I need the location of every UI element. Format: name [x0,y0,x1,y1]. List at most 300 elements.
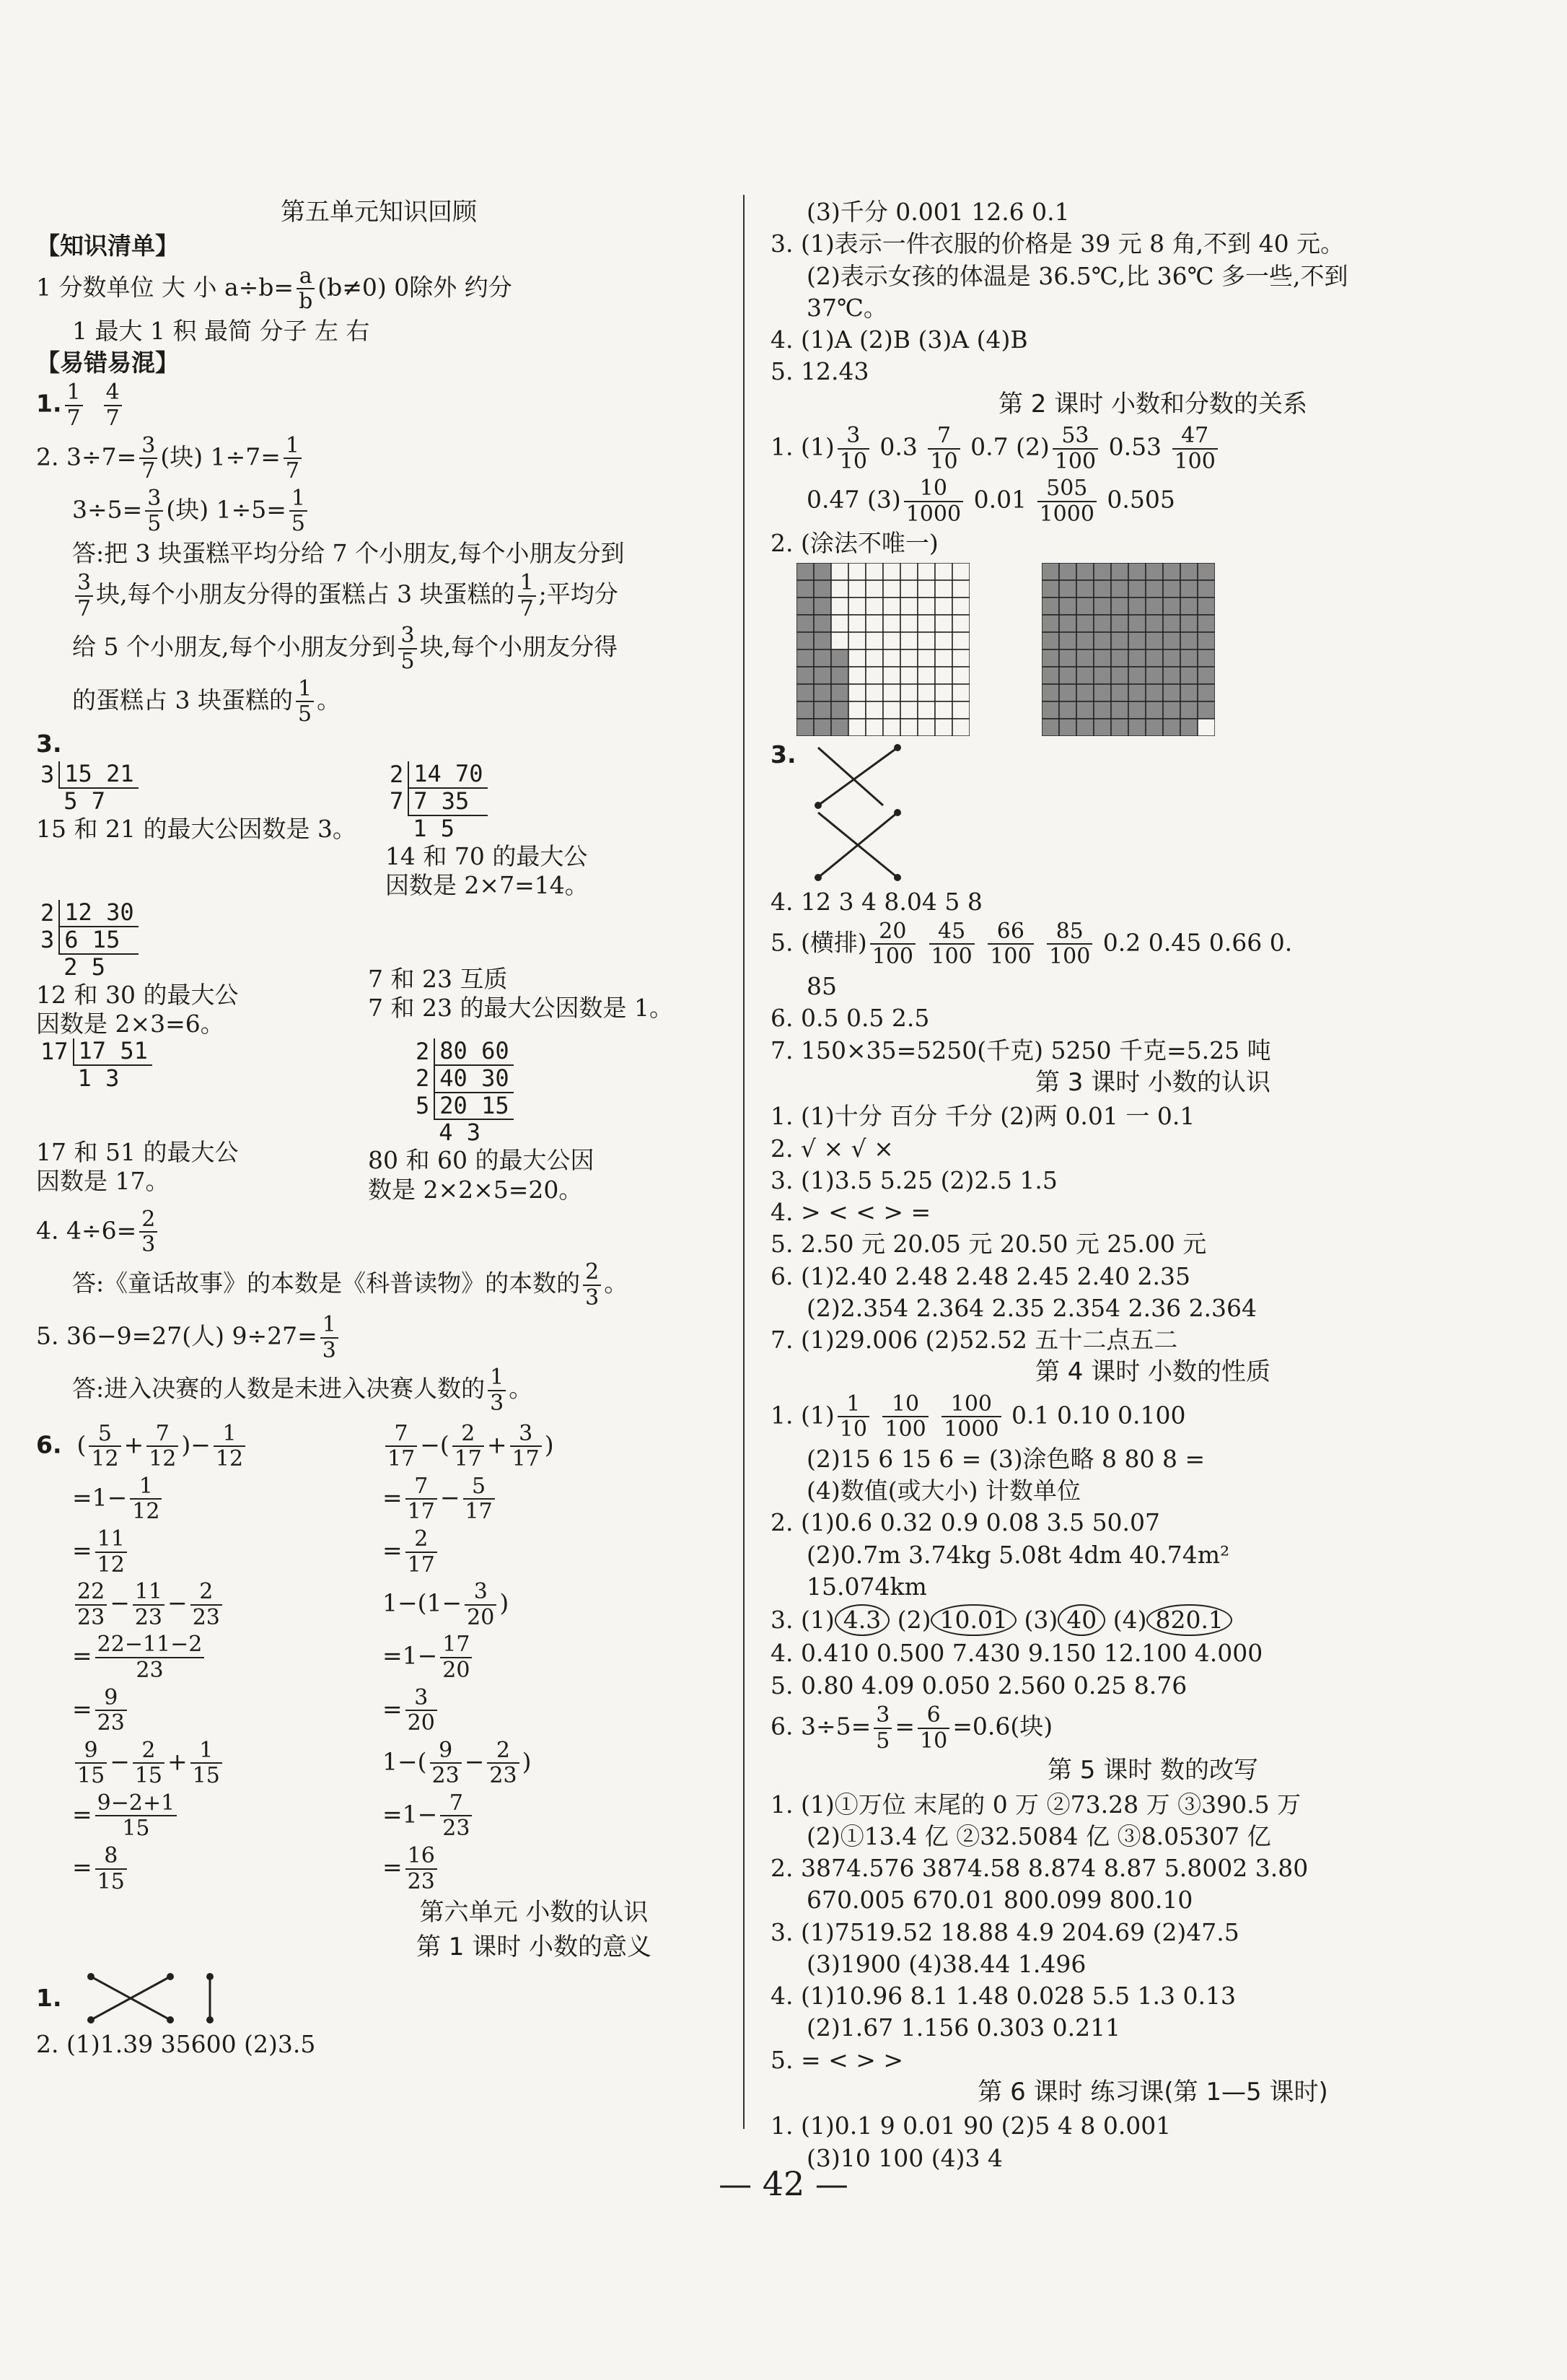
lesson2-heading: 第 2 课时 小数和分数的关系 [998,389,1308,419]
grid-cell [796,598,814,615]
numerator: 85 [1047,919,1092,945]
numerator: 22 [75,1580,107,1606]
grid-cell [866,580,883,598]
denominator: 1000 [1039,501,1094,527]
q2-answer-3: 给 5 个小朋友,每个小朋友分到 $\frac{3}{5}$ 块,每个小朋友分得 [72,623,618,674]
grid-cell [1059,667,1076,684]
denominator: 100 [1049,944,1091,970]
grid-cell [1042,667,1059,684]
grid-cell [1180,563,1198,580]
numerator: 7 [928,424,960,450]
k4-q5: 5. 0.80 4.09 0.050 2.560 0.25 8.76 [771,1671,1188,1699]
numerator: 100 [941,1392,1001,1418]
grid-cell [1042,701,1059,719]
fraction [452,1422,484,1471]
grid-cell [918,684,935,701]
numerator: 45 [929,919,975,945]
fraction [405,1686,437,1736]
q2-line-2: 3÷5= $\frac{3}{5}$ (块) 1÷5= $\frac{1}{5}$ [36,486,721,536]
r-line-5: 4. (1)A (2)B (3)A (4)B [771,325,1028,354]
grid-cell [866,632,883,649]
fraction [146,1422,178,1471]
grid-cell [900,684,918,701]
q3-text-c: 12 和 30 的最大公 [36,980,239,1009]
numerator: 3 [75,571,93,597]
k2-q2-grids [771,563,1535,736]
numerator: 9 [430,1738,462,1764]
short-division: 2 12 30 3 6 15 2 5 [36,900,139,980]
numerator: 7 [146,1422,178,1448]
k4-q1-d: (4)数值(或大小) 计数单位 [807,1476,1081,1505]
numerator: 66 [988,919,1033,945]
r-line-3: (2)表示女孩的体温是 36.5℃,比 36℃ 多一些,不到 [807,261,1348,290]
q2-answer-4: 的蛋糕占 3 块蛋糕的 $\frac{1}{5}$ 。 [72,675,341,727]
grid-cell [883,598,900,615]
grid-cell [1146,701,1163,719]
match-dot [87,1973,95,1980]
numerator: 4 [104,380,122,406]
denominator: 10 [839,448,867,474]
denominator: 5 [297,701,312,727]
numerator: 11 [95,1527,127,1553]
grid-cell [918,563,935,580]
fraction [838,1392,869,1442]
grid-cell [900,649,918,667]
grid-cell [1094,615,1111,632]
q2-line-1: 2. 3÷7= $\frac{3}{7}$ (块) 1÷7= $\frac{1}{7}$ [36,434,721,484]
fraction [65,380,83,430]
k4-q6: 6. 3÷5= $\frac{3}{5}$ = $\frac{6}{10}$ =0.6(块) [771,1702,1053,1754]
denominator: 23 [489,1763,517,1789]
grid-cell [1076,615,1094,632]
grid-cell [848,667,866,684]
denominator: 23 [192,1604,220,1630]
numerator: 2 [190,1580,222,1606]
grid-cell [952,615,970,632]
r-line-2: 3. (1)表示一件衣服的价格是 39 元 8 角,不到 40 元。 [771,229,1345,258]
grid-cell [814,598,831,615]
q3-text-b2: 因数是 2×7=14。 [385,870,589,899]
grid-cell [1111,632,1128,649]
fraction [918,1703,949,1753]
page-number: — 42 — [719,2164,848,2203]
grid-cell [1146,667,1163,684]
grid-cell [831,701,848,719]
k5-q2-b: 670.005 670.01 800.099 800.10 [807,1886,1193,1915]
grid-cell [796,580,814,598]
q3-text-e2: 因数是 17。 [36,1166,170,1195]
grid-cell [1198,563,1215,580]
k2-q5-b: 85 [807,972,837,1001]
numerator: 8 [95,1844,127,1870]
grid-cell [814,684,831,701]
grid-cell [952,701,970,719]
grid-cell [1076,580,1094,598]
denominator: 23 [134,1604,163,1630]
grid-cell [952,632,970,649]
denominator: 10 [920,1728,948,1754]
grid-cell [1094,649,1111,667]
k2-q6: 6. 0.5 0.5 2.5 [771,1004,930,1033]
grid-cell [1146,598,1163,615]
grid-cell [796,667,814,684]
numerator: 3 [405,1686,437,1712]
grid-cell [1042,719,1059,736]
numerator: 1 [130,1474,162,1500]
grid-cell [1163,701,1180,719]
grid-cell [1180,580,1198,598]
denominator: 7 [285,458,299,484]
unit6-heading: 第六单元 小数的认识 [419,1898,649,1928]
grid-cell [866,598,883,615]
grid-cell [1128,580,1146,598]
denominator: 10 [839,1417,867,1443]
grid-cell [1076,684,1094,701]
fraction [882,1392,928,1442]
fraction [430,1738,462,1788]
numerator: 1 [284,434,302,460]
unit5-review-heading: 第五单元知识回顾 [281,198,477,227]
grid-cell [1042,632,1059,649]
grid-cell [1042,598,1059,615]
k4-q1: 1. (1) $\frac{1}{10}$ $\frac{10}{100}$ $\frac{100}{1000}$ 0.1 0.10 0.100 [771,1391,1186,1443]
grid-cell [1163,667,1180,684]
k4-q2-c: 15.074km [807,1572,927,1601]
q3-item-d [368,900,673,1023]
grid-cell [1146,563,1163,580]
grid-cell [883,615,900,632]
grid-cell [1163,580,1180,598]
denominator: 17 [465,1499,493,1525]
numerator: 7 [385,1422,417,1448]
grid-cell [1111,598,1128,615]
r-line-4: 37℃。 [807,293,887,322]
denominator: 17 [454,1446,482,1472]
grid-cell [1180,632,1198,649]
grid-cell [796,563,814,580]
grid-cell [1180,615,1198,632]
grid-cell [900,632,918,649]
q2-answer-2: $\frac{3}{7}$ 块,每个小朋友分得的蛋糕占 3 块蛋糕的 $\frac{1}{7}$ ;平均分 [36,571,721,621]
denominator: 100 [885,1417,926,1443]
fraction [297,264,315,314]
denominator: 1000 [944,1417,999,1443]
q6-calculations [36,1419,721,1967]
k3-q6-b: (2)2.354 2.364 2.35 2.354 2.36 2.364 [807,1293,1257,1322]
grid-cell [1163,563,1180,580]
grid-cell [1198,632,1215,649]
fraction [385,1422,417,1471]
fraction [139,1207,157,1257]
grid-cell [1094,598,1111,615]
grid-cell [1111,667,1128,684]
grid-cell [952,598,970,615]
grid-cell [1163,615,1180,632]
grid-cell [831,667,848,684]
fraction [130,1474,162,1524]
numerator: 3 [465,1580,496,1606]
grid-cell [831,684,848,701]
circled-answer: 820.1 [1146,1604,1232,1636]
grid-cell [1180,684,1198,701]
right-column [771,195,1535,2176]
grid-cell [900,563,918,580]
k4-q2-b: (2)0.7m 3.74kg 5.08t 4dm 40.74m² [807,1540,1230,1569]
grid-cell [848,598,866,615]
q6-left: 6. ( $\frac{5}{12}$ + $\frac{7}{12}$ )− $\frac{1}{12}$ =1− $\frac{1}{12}$ = $\frac{11}{12}$ $\frac{22}{23}$ − $\frac{11}{23}$ − $\frac{2}{23}$ = $\frac{22-11-2}{23}$ = $\frac{9}{23}$ $\frac{9}{15}$ − $\frac{2}{15}$ + $\frac{1}{15}$ = $\frac{9-2+1}{15}$ = $\frac{8}{15}$ [36,1419,368,1897]
numerator: 1 [488,1365,506,1391]
grid-cell [1198,684,1215,701]
matching-lines [76,1969,221,2027]
numerator: 53 [1053,424,1098,450]
denominator: 15 [122,1816,150,1842]
q3-text-d: 7 和 23 互质 [368,965,508,994]
denominator: 20 [467,1604,495,1630]
grid-cell [900,615,918,632]
grid-cell [1198,649,1215,667]
match-dot [815,874,822,881]
grid-cell [1198,719,1215,736]
grid-cell [1146,580,1163,598]
grid-cell [1146,684,1163,701]
grid-cell [1111,701,1128,719]
k2-q1-b: 0.47 (3) $\frac{10}{1000}$ 0.01 $\frac{505}{1000}$ 0.505 [807,476,1175,527]
k2-q2: 2. (涂法不唯一) [771,529,939,558]
grid-cell [918,580,935,598]
fraction [870,919,916,969]
fraction [518,571,536,621]
grid-cell [831,719,848,736]
denominator: 17 [407,1552,435,1578]
q3-text-b: 14 和 70 的最大公 [385,841,588,870]
k5-q1-b: (2)①13.4 亿 ②32.5084 亿 ③8.05307 亿 [807,1821,1271,1850]
grid-cell [1059,701,1076,719]
match-line [818,748,883,805]
lesson1-heading: 第 1 课时 小数的意义 [416,1932,652,1961]
k4-q1-c: (2)15 6 15 6 = (3)涂色略 8 80 8 = [807,1444,1206,1473]
grid-cell [1128,701,1146,719]
denominator: 7 [105,406,120,431]
denominator: 20 [407,1710,435,1736]
hundred-grid-right [1042,563,1215,736]
numerator: 3 [838,424,869,450]
fraction [440,1632,472,1682]
numerator: 1 [190,1738,222,1764]
denominator: 5 [147,511,162,537]
grid-cell [918,598,935,615]
fraction [838,424,869,473]
q3-item-b [385,761,688,900]
grid-cell [935,598,952,615]
fraction [139,434,157,484]
denominator: 15 [77,1763,105,1789]
grid-cell [935,701,952,719]
grid-cell [1180,719,1198,736]
r-line-1: (3)千分 0.001 12.6 0.1 [807,198,1070,226]
numerator: 3 [398,624,416,649]
numerator: 47 [1172,424,1218,450]
grid-cell [831,580,848,598]
grid-cell [883,701,900,719]
match-dot [167,1973,174,1980]
grid-cell [952,563,970,580]
k2-q1: 1. (1) $\frac{3}{10}$ 0.3 $\frac{7}{10}$ 0.7 (2) $\frac{53}{100}$ 0.53 $\frac{47}{100}$ [771,424,1535,473]
numerator: 3 [139,434,157,460]
grid-cell [1146,649,1163,667]
k4-q3: 3. (1) 4.3 (2) 10.01 (3) 40 (4) 820.1 [771,1604,1535,1636]
grid-cell [814,580,831,598]
grid-cell [1042,563,1059,580]
denominator: 3 [322,1337,336,1363]
k5-q5: 5. = < > > [771,2045,904,2074]
grid-cell [935,649,952,667]
grid-cell [831,649,848,667]
l2: 2. (1)1.39 35600 (2)3.5 [36,2030,316,2059]
denominator: 10 [930,448,958,474]
hundred-grid-left [796,563,970,736]
denominator: 23 [136,1657,164,1683]
numerator: 1 [838,1392,869,1418]
grid-cell [1111,563,1128,580]
grid-cell [883,580,900,598]
grid-cell [848,563,866,580]
denominator: 12 [97,1552,125,1578]
k3-q5: 5. 2.50 元 20.05 元 20.50 元 25.00 元 [771,1230,1207,1259]
denominator: 100 [1174,448,1216,474]
match-dot [87,2016,95,2024]
grid-cell [883,684,900,701]
denominator: 3 [585,1285,600,1311]
grid-cell [866,684,883,701]
grid-cell [952,684,970,701]
short-division: 17 17 51 1 3 [36,1038,152,1092]
denominator: 12 [91,1446,119,1472]
grid-cell [1042,580,1059,598]
grid-cell [866,615,883,632]
grid-cell [918,615,935,632]
grid-cell [1111,649,1128,667]
grid-cell [1163,649,1180,667]
grid-cell [1128,719,1146,736]
grid-cell [918,667,935,684]
denominator: 12 [215,1446,244,1472]
grid-cell [831,615,848,632]
k5-q2: 2. 3874.576 3874.58 8.874 8.87 5.8002 3.80 [771,1854,1309,1883]
denominator: 7 [141,458,156,484]
grid-cell [1198,667,1215,684]
grid-cell [1094,684,1111,701]
grid-cell [796,615,814,632]
grid-cell [935,615,952,632]
fraction [1047,919,1092,969]
grid-cell [935,563,952,580]
k5-q3: 3. (1)7519.52 18.88 4.9 204.69 (2)47.5 [771,1917,1239,1946]
numerator: 1 [65,380,83,406]
knowledge-list-line-1: 1 分数单位 大 小 a÷b= $\frac{a}{b}$ (b≠0) 0除外 约分 [36,263,512,315]
k2-q3: 3. [771,740,1535,885]
grid-cell [1198,598,1215,615]
grid-cell [814,701,831,719]
grid-cell [831,632,848,649]
numerator: 1 [289,486,307,512]
denominator: 23 [431,1763,460,1789]
denominator: 23 [77,1604,105,1630]
grid-cell [848,580,866,598]
k3-q6: 6. (1)2.40 2.48 2.48 2.45 2.40 2.35 [771,1261,1191,1290]
k3-q3: 3. (1)3.5 5.25 (2)2.5 1.5 [771,1165,1058,1194]
grid-cell [1076,667,1094,684]
grid-cell [1146,615,1163,632]
grid-cell [1180,598,1198,615]
grid-cell [1076,649,1094,667]
grid-cell [918,632,935,649]
grid-cell [1042,684,1059,701]
grid-cell [952,580,970,598]
grid-cell [1180,701,1198,719]
q3-text-d2: 7 和 23 的最大公因数是 1。 [368,994,673,1023]
grid-cell [1111,615,1128,632]
left-column [36,195,721,2062]
fraction [1053,424,1098,473]
grid-cell [900,580,918,598]
grid-cell [935,632,952,649]
grid-cell [1094,667,1111,684]
q3-text-a: 15 和 21 的最大公因数是 3。 [36,814,356,843]
grid-cell [796,684,814,701]
grid-cell [848,632,866,649]
denominator: 5 [876,1728,890,1754]
numerator: 17 [440,1632,472,1658]
q3-text-f: 80 和 60 的最大公因 [368,1146,594,1175]
lesson6-heading: 第 6 课时 练习课(第 1—5 课时) [978,2077,1328,2106]
fraction [465,1580,496,1629]
grid-cell [1180,649,1198,667]
numerator: 3 [874,1703,892,1729]
fraction [398,624,416,673]
numerator: 1 [518,571,536,597]
k4-q4: 4. 0.410 0.500 7.430 9.150 12.100 4.000 [771,1639,1263,1668]
fraction [75,571,93,621]
denominator: 100 [1054,448,1097,474]
q3: 3. [36,729,62,758]
fraction [440,1791,472,1841]
fraction [133,1738,164,1788]
denominator: 23 [97,1710,125,1736]
match-dot [894,874,901,881]
denominator: 15 [97,1868,125,1894]
grid-cell [1076,563,1094,580]
grid-cell [918,649,935,667]
denominator: 23 [442,1816,470,1842]
matching-lines-2 [804,740,934,885]
fraction [145,486,163,536]
denominator: 3 [141,1232,156,1258]
grid-cell [1111,580,1128,598]
q3-grid-row-1 [36,761,721,900]
numerator: 7 [440,1791,472,1817]
column-divider [743,195,745,2129]
numerator: 6 [918,1703,949,1729]
numerator: 10 [904,476,963,502]
numerator: 2 [452,1422,484,1448]
q3-item-f [368,1038,671,1204]
grid-cell [796,649,814,667]
numerator: 20 [870,919,916,945]
grid-cell [952,667,970,684]
k6-q1-b: (3)10 100 (4)3 4 [807,2143,1003,2172]
grid-cell [1146,719,1163,736]
fraction [284,434,302,484]
